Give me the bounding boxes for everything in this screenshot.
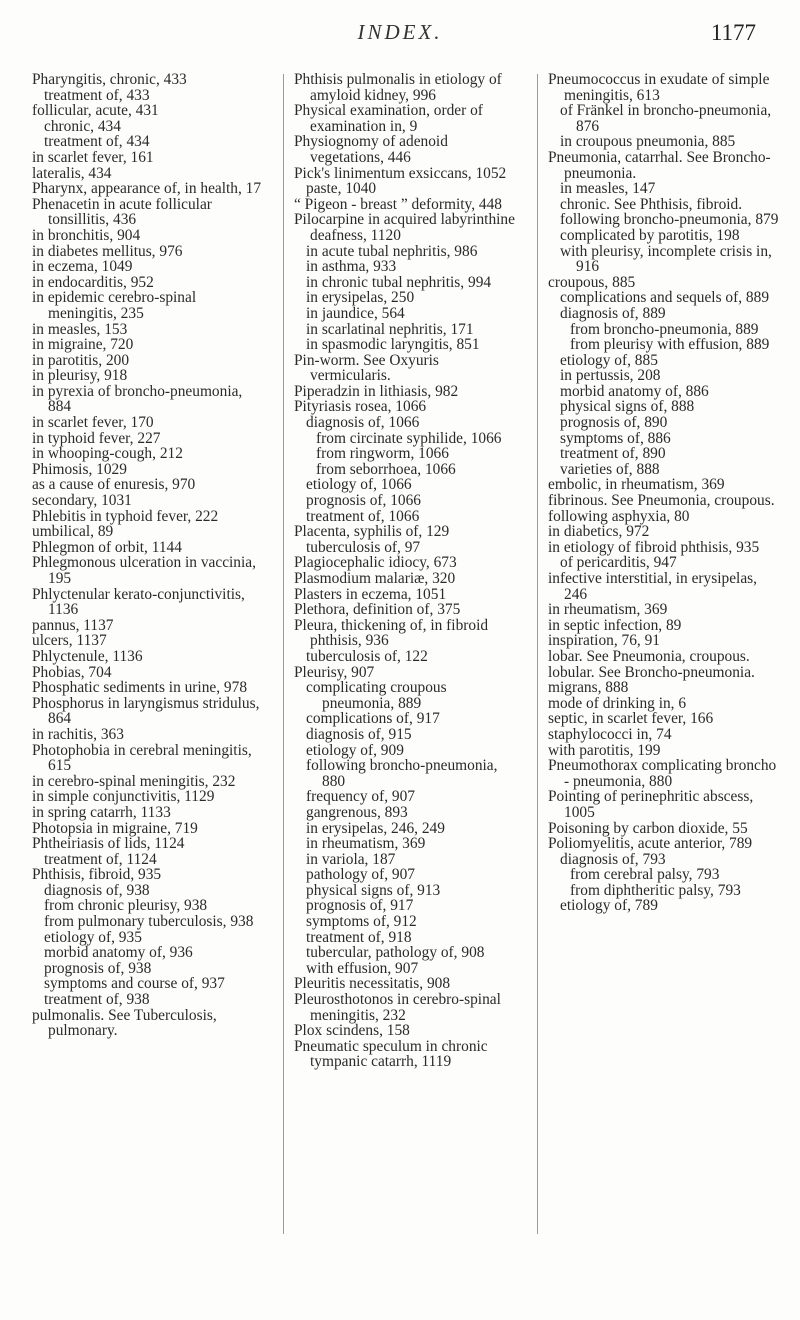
index-entry: following broncho-pneumonia, 880 — [306, 757, 498, 790]
index-entry: in pleurisy, 918 — [32, 367, 128, 385]
index-entry: in erysipelas, 250 — [306, 289, 415, 307]
index-entry: complications and sequels of, 889 — [560, 289, 770, 307]
index-entry: etiology of, 885 — [560, 351, 658, 369]
index-entry: in measles, 153 — [32, 320, 128, 338]
index-entry: treatment of, 938 — [44, 991, 150, 1009]
index-column-2 — [294, 72, 522, 1070]
index-entry: pulmonalis. See Tuberculosis, pulmonary. — [32, 1006, 217, 1040]
index-entry: in spasmodic laryngitis, 851 — [306, 336, 480, 354]
index-entry: of Fränkel in broncho-pneumonia, 876 — [560, 102, 772, 135]
index-entry: Pin-worm. See Oxyuris vermicularis. — [294, 351, 439, 385]
index-entry: in septic infection, 89 — [548, 616, 682, 634]
index-entry: lobular. See Broncho-pneumonia. — [548, 663, 755, 681]
index-entry: in spring catarrh, 1133 — [32, 803, 171, 821]
index-entry: as a cause of enuresis, 970 — [32, 476, 196, 494]
index-entry: Piperadzin in lithiasis, 982 — [294, 382, 459, 400]
index-entry: from broncho-pneumonia, 889 — [570, 320, 759, 338]
index-entry: from circinate syphilide, 1066 — [316, 429, 502, 447]
index-entry: morbid anatomy of, 886 — [560, 382, 709, 400]
index-entry: etiology of, 789 — [560, 897, 658, 915]
index-entry: tubercular, pathology of, 908 — [306, 944, 485, 962]
index-entry: from ringworm, 1066 — [316, 445, 449, 463]
index-entry: Phlegmon of orbit, 1144 — [32, 538, 182, 556]
index-entry: in endocarditis, 952 — [32, 273, 154, 291]
index-entry: complications of, 917 — [306, 710, 440, 728]
index-entry: treatment of, 890 — [560, 445, 666, 463]
index-entry: Phthisis pulmonalis in etiology of amyloid kidney, 996 — [294, 71, 502, 104]
index-entry: in bronchitis, 904 — [32, 226, 141, 244]
index-entry: Pleurisy, 907 — [294, 663, 375, 681]
index-entry: symptoms of, 912 — [306, 913, 417, 931]
index-entry: symptoms and course of, 937 — [44, 975, 225, 993]
index-entry: mode of drinking in, 6 — [548, 694, 687, 712]
index-entry: from diphtheritic palsy, 793 — [570, 881, 741, 899]
index-entry: in variola, 187 — [306, 850, 396, 868]
index-entry: Plethora, definition of, 375 — [294, 601, 461, 619]
index-entry: Pilocarpine in acquired labyrinthine deafness, 1120 — [294, 211, 515, 244]
index-entry: following broncho-pneumonia, 879 — [560, 211, 779, 229]
running-head — [0, 20, 800, 50]
index-entry: morbid anatomy of, 936 — [44, 944, 193, 962]
index-entry: Photopsia in migraine, 719 — [32, 819, 198, 837]
index-entry: etiology of, 935 — [44, 928, 142, 946]
index-entry: from cerebral palsy, 793 — [570, 866, 720, 884]
index-entry: in eczema, 1049 — [32, 258, 133, 276]
index-entry: in rheumatism, 369 — [548, 601, 668, 619]
column-divider — [537, 74, 538, 1234]
index-entry: Poisoning by carbon dioxide, 55 — [548, 819, 748, 837]
index-entry: treatment of, 1066 — [306, 507, 420, 525]
index-entry: complicating croupous pneumonia, 889 — [306, 679, 447, 712]
index-entry: pathology of, 907 — [306, 866, 416, 884]
index-entry: in diabetics, 972 — [548, 523, 650, 541]
index-entry: prognosis of, 1066 — [306, 492, 422, 510]
index-entry: etiology of, 909 — [306, 741, 404, 759]
index-entry: diagnosis of, 1066 — [306, 414, 420, 432]
index-entry: complicated by parotitis, 198 — [560, 226, 740, 244]
index-entry: Phlyctenular kerato-conjunctivitis, 1136 — [32, 585, 245, 619]
index-entry: Pharyngitis, chronic, 433 — [32, 71, 187, 88]
index-entry: Phlebitis in typhoid fever, 222 — [32, 507, 219, 525]
index-entry: diagnosis of, 915 — [306, 725, 412, 743]
index-entry: in migraine, 720 — [32, 336, 134, 354]
index-entry: in asthma, 933 — [306, 258, 397, 276]
index-entry: in measles, 147 — [560, 180, 656, 198]
index-entry: Phimosis, 1029 — [32, 460, 127, 478]
running-title: INDEX. — [357, 20, 443, 44]
index-entry: lobar. See Pneumonia, croupous. — [548, 647, 750, 665]
index-entry: from pulmonary tuberculosis, 938 — [44, 913, 254, 931]
index-entry: Pneumonia, catarrhal. See Broncho-pneumonia. — [548, 148, 771, 182]
index-entry: in pyrexia of broncho-pneumonia, 884 — [32, 382, 243, 416]
index-entry: Phosphatic sediments in urine, 978 — [32, 679, 248, 697]
index-entry: Pityriasis rosea, 1066 — [294, 398, 427, 416]
index-entry: with pleurisy, incomplete crisis in, 916 — [560, 242, 772, 276]
index-entry: etiology of, 1066 — [306, 476, 412, 494]
index-entry: infective interstitial, in erysipelas, 246 — [548, 570, 757, 603]
index-entry: Phobias, 704 — [32, 663, 112, 681]
index-entry: in acute tubal nephritis, 986 — [306, 242, 478, 260]
index-column-3 — [548, 72, 780, 914]
index-entry: fibrinous. See Pneumonia, croupous. — [548, 492, 775, 510]
index-entry: Plasters in eczema, 1051 — [294, 585, 447, 603]
index-entry: in pertussis, 208 — [560, 367, 661, 385]
index-entry: in diabetes mellitus, 976 — [32, 242, 183, 260]
index-entry: prognosis of, 917 — [306, 897, 414, 915]
index-entry: Pharynx, appearance of, in health, 17 — [32, 180, 262, 198]
index-entry: Phosphorus in laryngismus stridulus, 864 — [32, 694, 260, 728]
index-entry: from seborrhoea, 1066 — [316, 460, 456, 478]
index-entry: follicular, acute, 431 — [32, 102, 159, 120]
index-entry: Phthisis, fibroid, 935 — [32, 866, 162, 884]
index-entry: prognosis of, 890 — [560, 414, 668, 432]
index-entry: in parotitis, 200 — [32, 351, 130, 369]
index-entry: treatment of, 433 — [44, 86, 150, 104]
index-entry: Plagiocephalic idiocy, 673 — [294, 554, 457, 572]
index-entry: septic, in scarlet fever, 166 — [548, 710, 714, 728]
index-entry: staphylococci in, 74 — [548, 725, 672, 743]
index-entry: Pointing of perinephritic abscess, 1005 — [548, 788, 754, 821]
index-entry: treatment of, 434 — [44, 133, 150, 151]
index-entry: Pneumothorax complicating broncho - pneumonia, 880 — [548, 757, 777, 790]
index-entry: treatment of, 918 — [306, 928, 412, 946]
index-entry: in scarlet fever, 161 — [32, 148, 154, 166]
index-entry: in cerebro-spinal meningitis, 232 — [32, 772, 236, 790]
index-entry: in rheumatism, 369 — [306, 835, 426, 853]
index-entry: in epidemic cerebro-spinal meningitis, 235 — [32, 289, 197, 322]
index-entry: diagnosis of, 938 — [44, 881, 150, 899]
index-entry: diagnosis of, 889 — [560, 304, 666, 322]
index-entry: following asphyxia, 80 — [548, 507, 690, 525]
index-entry: Poliomyelitis, acute anterior, 789 — [548, 835, 753, 853]
index-entry: in croupous pneumonia, 885 — [560, 133, 736, 151]
index-entry: gangrenous, 893 — [306, 803, 408, 821]
index-entry: with parotitis, 199 — [548, 741, 661, 759]
index-entry: with effusion, 907 — [306, 959, 419, 977]
index-entry: physical signs of, 913 — [306, 881, 441, 899]
index-entry: from chronic pleurisy, 938 — [44, 897, 208, 915]
index-entry: Physical examination, order of examination in, 9 — [294, 102, 483, 135]
index-entry: varieties of, 888 — [560, 460, 660, 478]
index-entry: croupous, 885 — [548, 273, 636, 291]
index-entry: frequency of, 907 — [306, 788, 415, 806]
index-entry: in typhoid fever, 227 — [32, 429, 161, 447]
index-entry: in rachitis, 363 — [32, 725, 124, 743]
index-entry: Physiognomy of adenoid vegetations, 446 — [294, 133, 448, 166]
column-divider — [283, 74, 284, 1234]
index-column-1 — [32, 72, 264, 1039]
index-entry: migrans, 888 — [548, 679, 629, 697]
index-entry: Plox scindens, 158 — [294, 1022, 410, 1040]
index-entry: Phlyctenule, 1136 — [32, 647, 143, 665]
index-entry: in chronic tubal nephritis, 994 — [306, 273, 492, 291]
index-entry: in jaundice, 564 — [306, 304, 405, 322]
index-entry: in erysipelas, 246, 249 — [306, 819, 445, 837]
index-entry: Pneumatic speculum in chronic tympanic catarrh, 1119 — [294, 1037, 488, 1071]
index-entry: chronic. See Phthisis, fibroid. — [560, 195, 743, 213]
index-entry: tuberculosis of, 122 — [306, 647, 428, 665]
index-entry: paste, 1040 — [306, 180, 377, 198]
index-entry: in scarlatinal nephritis, 171 — [306, 320, 474, 338]
index-entry: in scarlet fever, 170 — [32, 414, 154, 432]
index-entry: lateralis, 434 — [32, 164, 112, 182]
index-entry: embolic, in rheumatism, 369 — [548, 476, 725, 494]
index-entry: inspiration, 76, 91 — [548, 632, 661, 650]
index-entry: Pleura, thickening of, in fibroid phthisis, 936 — [294, 616, 489, 650]
index-entry: Plasmodium malariæ, 320 — [294, 570, 456, 587]
index-entry: umbilical, 89 — [32, 523, 114, 541]
index-entry: Phenacetin in acute follicular tonsillitis, 436 — [32, 195, 212, 229]
index-entry: treatment of, 1124 — [44, 850, 157, 868]
page-number: 1177 — [710, 20, 756, 45]
index-entry: ulcers, 1137 — [32, 632, 107, 650]
index-entry: Pneumococcus in exudate of simple meningitis, 613 — [548, 71, 770, 104]
index-entry: chronic, 434 — [44, 117, 121, 135]
index-entry: in whooping-cough, 212 — [32, 445, 183, 463]
index-entry: Photophobia in cerebral meningitis, 615 — [32, 741, 252, 775]
index-entry: secondary, 1031 — [32, 492, 132, 510]
index-entry: in etiology of fibroid phthisis, 935 — [548, 538, 760, 556]
index-entry: physical signs of, 888 — [560, 398, 695, 416]
index-entry: prognosis of, 938 — [44, 959, 152, 977]
index-entry: symptoms of, 886 — [560, 429, 671, 447]
index-entry: Pleurosthotonos in cerebro-spinal meningitis, 232 — [294, 991, 501, 1024]
index-entry: “ Pigeon - breast ” deformity, 448 — [294, 195, 502, 213]
index-entry: Pick's linimentum exsiccans, 1052 — [294, 164, 507, 182]
index-entry: from pleurisy with effusion, 889 — [570, 336, 770, 354]
index-entry: pannus, 1137 — [32, 616, 114, 634]
index-entry: Pleuritis necessitatis, 908 — [294, 975, 451, 993]
index-entry: in simple conjunctivitis, 1129 — [32, 788, 215, 806]
index-entry: tuberculosis of, 97 — [306, 538, 421, 556]
index-entry: Phtheiriasis of lids, 1124 — [32, 835, 185, 853]
index-entry: of pericarditis, 947 — [560, 554, 677, 572]
index-entry: diagnosis of, 793 — [560, 850, 666, 868]
index-entry: Phlegmonous ulceration in vaccinia, 195 — [32, 554, 256, 587]
index-entry: Placenta, syphilis of, 129 — [294, 523, 450, 541]
